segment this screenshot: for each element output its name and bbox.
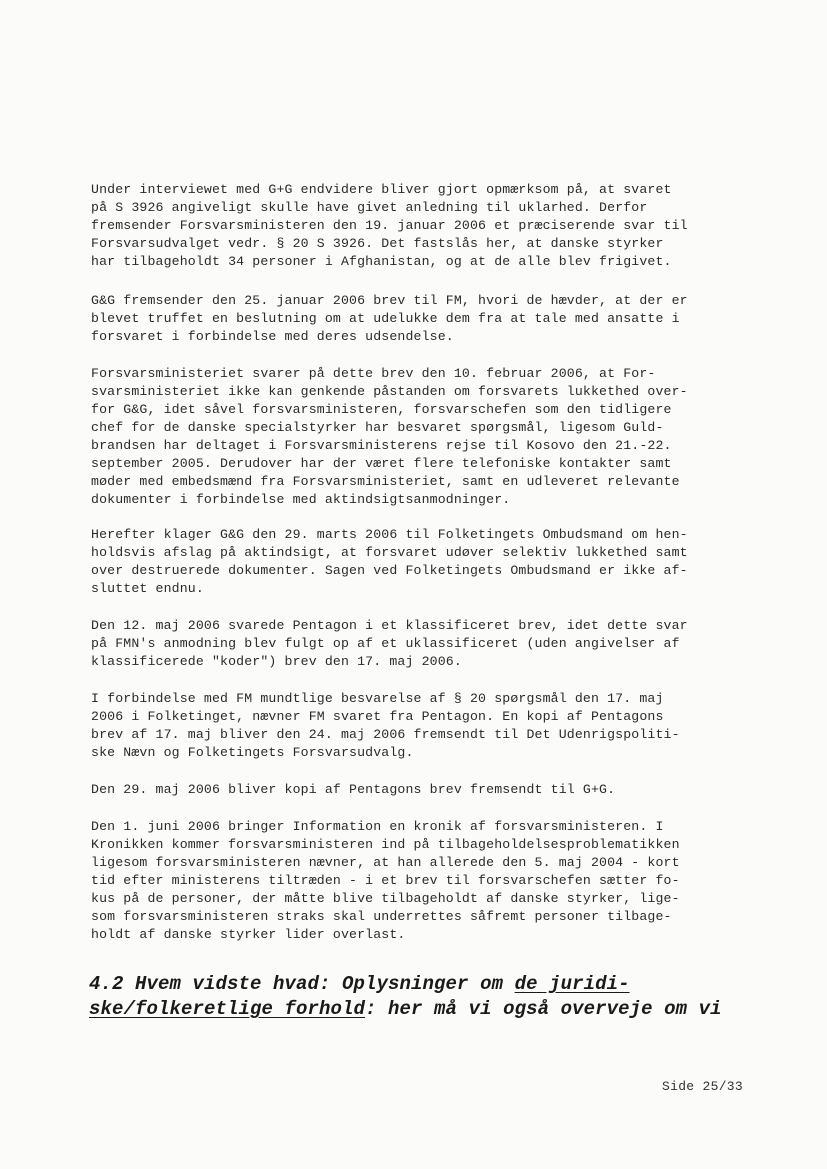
- text-line: har tilbageholdt 34 personer i Afghanistan, og at de alle blev frigivet.: [91, 254, 672, 269]
- heading-underlined-text: ske/folkeretlige forhold: [89, 998, 366, 1020]
- text-line: Herefter klager G&G den 29. marts 2006 til Folketingets Ombudsmand om hen-: [91, 527, 688, 542]
- text-line: over destruerede dokumenter. Sagen ved Folketingets Ombudsmand er ikke af-: [91, 563, 688, 578]
- text-line: ligesom forsvarsministeren nævner, at han allerede den 5. maj 2004 - kort: [91, 855, 680, 870]
- text-line: Forsvarsudvalget vedr. § 20 S 3926. Det fastslås her, at danske styrker: [91, 236, 664, 251]
- paragraph-8: [91, 818, 751, 944]
- text-line: 2006 i Folketinget, nævner FM svaret fra Pentagon. En kopi af Pentagons: [91, 709, 664, 724]
- paragraph-3: [91, 365, 751, 509]
- text-line: september 2005. Derudover har der været flere telefoniske kontakter samt: [91, 456, 672, 471]
- text-line: brandsen har deltaget i Forsvarsministerens rejse til Kosovo den 21.-22.: [91, 438, 672, 453]
- text-line: på FMN's anmodning blev fulgt op af et uklassificeret (uden angivelser af: [91, 636, 680, 651]
- text-line: på S 3926 angiveligt skulle have givet anledning til uklarhed. Derfor: [91, 200, 648, 215]
- text-line: tid efter ministerens tiltræden - i et brev til forsvarschefen sætter fo-: [91, 873, 680, 888]
- heading-underlined-text: de juridi-: [514, 973, 630, 995]
- paragraph-7: [91, 781, 751, 799]
- text-line: Forsvarsministeriet svarer på dette brev den 10. februar 2006, at For-: [91, 366, 656, 381]
- text-line: Kronikken kommer forsvarsministeren ind på tilbageholdelsesproblematikken: [91, 837, 680, 852]
- text-line: holdsvis afslag på aktindsigt, at forsvaret udøver selektiv lukkethed samt: [91, 545, 688, 560]
- text-line: Den 1. juni 2006 bringer Information en kronik af forsvarsministeren. I: [91, 819, 664, 834]
- text-line: dokumenter i forbindelse med aktindsigtsanmodninger.: [91, 492, 511, 507]
- text-line: svarsministeriet ikke kan genkende påstanden om forsvarets lukkethed over-: [91, 384, 688, 399]
- text-line: fremsender Forsvarsministeren den 19. januar 2006 et præciserende svar til: [91, 218, 688, 233]
- paragraph-6: [91, 690, 751, 762]
- text-line: Den 29. maj 2006 bliver kopi af Pentagons brev fremsendt til G+G.: [91, 782, 616, 797]
- text-line: forsvaret i forbindelse med deres udsendelse.: [91, 329, 454, 344]
- text-line: kus på de personer, der måtte blive tilbageholdt af danske styrker, lige-: [91, 891, 680, 906]
- text-line: G&G fremsender den 25. januar 2006 brev til FM, hvori de hævder, at der er: [91, 293, 688, 308]
- text-line: I forbindelse med FM mundtlige besvarelse af § 20 spørgsmål den 17. maj: [91, 691, 664, 706]
- text-line: brev af 17. maj bliver den 24. maj 2006 fremsendt til Det Udenrigspoliti-: [91, 727, 680, 742]
- page-number: Side 25/33: [662, 1079, 744, 1094]
- text-line: holdt af danske styrker lider overlast.: [91, 927, 406, 942]
- text-line: Den 12. maj 2006 svarede Pentagon i et klassificeret brev, idet dette svar: [91, 618, 688, 633]
- text-line: chef for de danske specialstyrker har besvaret spørgsmål, ligesom Guld-: [91, 420, 664, 435]
- text-line: Under interviewet med G+G endvidere bliver gjort opmærksom på, at svaret: [91, 182, 672, 197]
- section-heading: [89, 972, 769, 1022]
- text-line: sluttet endnu.: [91, 581, 204, 596]
- text-line: ske Nævn og Folketingets Forsvarsudvalg.: [91, 745, 414, 760]
- text-line: møder med embedsmænd fra Forsvarsministeriet, samt en udleveret relevante: [91, 474, 680, 489]
- paragraph-1: [91, 181, 751, 271]
- heading-text: : her må vi også overveje om vi: [365, 998, 722, 1020]
- heading-text: 4.2 Hvem vidste hvad: Oplysninger om: [89, 973, 515, 995]
- text-line: som forsvarsministeren straks skal underrettes såfremt personer tilbage-: [91, 909, 672, 924]
- paragraph-4: [91, 526, 751, 598]
- text-line: klassificerede "koder") brev den 17. maj 2006.: [91, 654, 462, 669]
- paragraph-2: [91, 292, 751, 346]
- heading-line-2: [89, 997, 769, 1022]
- text-line: for G&G, idet såvel forsvarsministeren, forsvarschefen som den tidligere: [91, 402, 672, 417]
- paragraph-5: [91, 617, 751, 671]
- heading-line-1: [89, 972, 769, 997]
- text-line: blevet truffet en beslutning om at udelukke dem fra at tale med ansatte i: [91, 311, 680, 326]
